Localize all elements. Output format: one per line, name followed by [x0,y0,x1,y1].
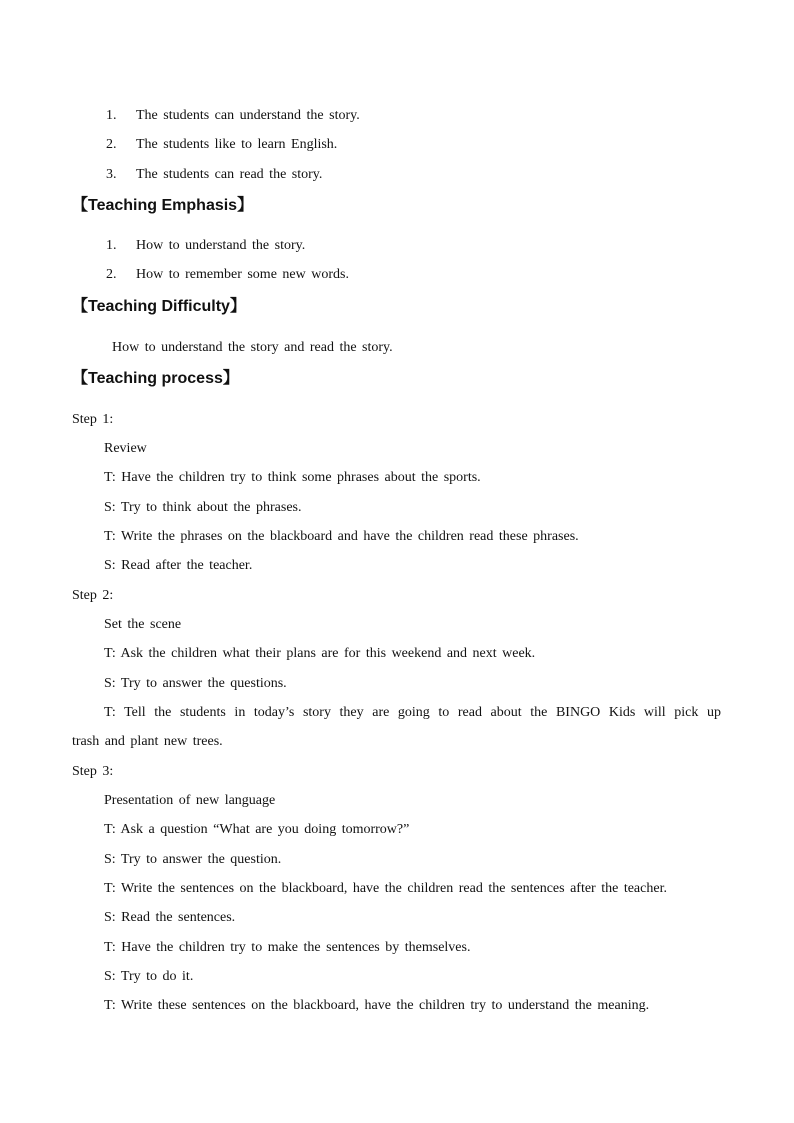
step-label: Step 1: [72,412,114,427]
list-number: 1. [106,108,117,123]
step-line: S: Try to answer the questions. [104,676,287,691]
step-line: S: Try to think about the phrases. [104,500,302,515]
step-line: T: Ask a question “What are you doing tomorrow?” [104,822,410,837]
step-title: Set the scene [104,617,182,632]
section-heading-emphasis: 【Teaching Emphasis】 [72,197,254,214]
step-line: S: Read the sentences. [104,910,236,925]
step-line: T: Ask the children what their plans are for this weekend and next week. [104,646,536,661]
step-title: Review [104,441,147,456]
objective-item: The students like to learn English. [136,137,338,152]
step-label: Step 3: [72,764,114,779]
step-line: T: Have the children try to think some phrases about the sports. [104,470,481,485]
step-line-wrapped: T: Tell the students in today’s story they are going to read about the BINGO Kids will pick up [104,705,721,720]
emphasis-item: How to understand the story. [136,238,306,253]
step-line: S: Read after the teacher. [104,558,253,573]
step-line: S: Try to answer the question. [104,852,282,867]
list-number: 2. [106,267,117,282]
list-number: 1. [106,238,117,253]
list-number: 2. [106,137,117,152]
step-line-continuation: trash and plant new trees. [72,734,223,749]
step-line: T: Write the sentences on the blackboard, have the children read the sentences after the teacher. [104,881,667,896]
step-label: Step 2: [72,588,114,603]
step-line: S: Try to do it. [104,969,194,984]
step-line: T: Write the phrases on the blackboard and have the children read these phrases. [104,529,579,544]
emphasis-item: How to remember some new words. [136,267,349,282]
step-title: Presentation of new language [104,793,276,808]
objective-item: The students can read the story. [136,167,323,182]
section-heading-difficulty: 【Teaching Difficulty】 [72,298,246,315]
objective-item: The students can understand the story. [136,108,360,123]
step-line: T: Write these sentences on the blackboard, have the children try to understand the meaning. [104,998,650,1013]
list-number: 3. [106,167,117,182]
section-heading-process: 【Teaching process】 [72,370,239,387]
step-line: T: Have the children try to make the sentences by themselves. [104,940,471,955]
difficulty-text: How to understand the story and read the story. [112,340,393,355]
